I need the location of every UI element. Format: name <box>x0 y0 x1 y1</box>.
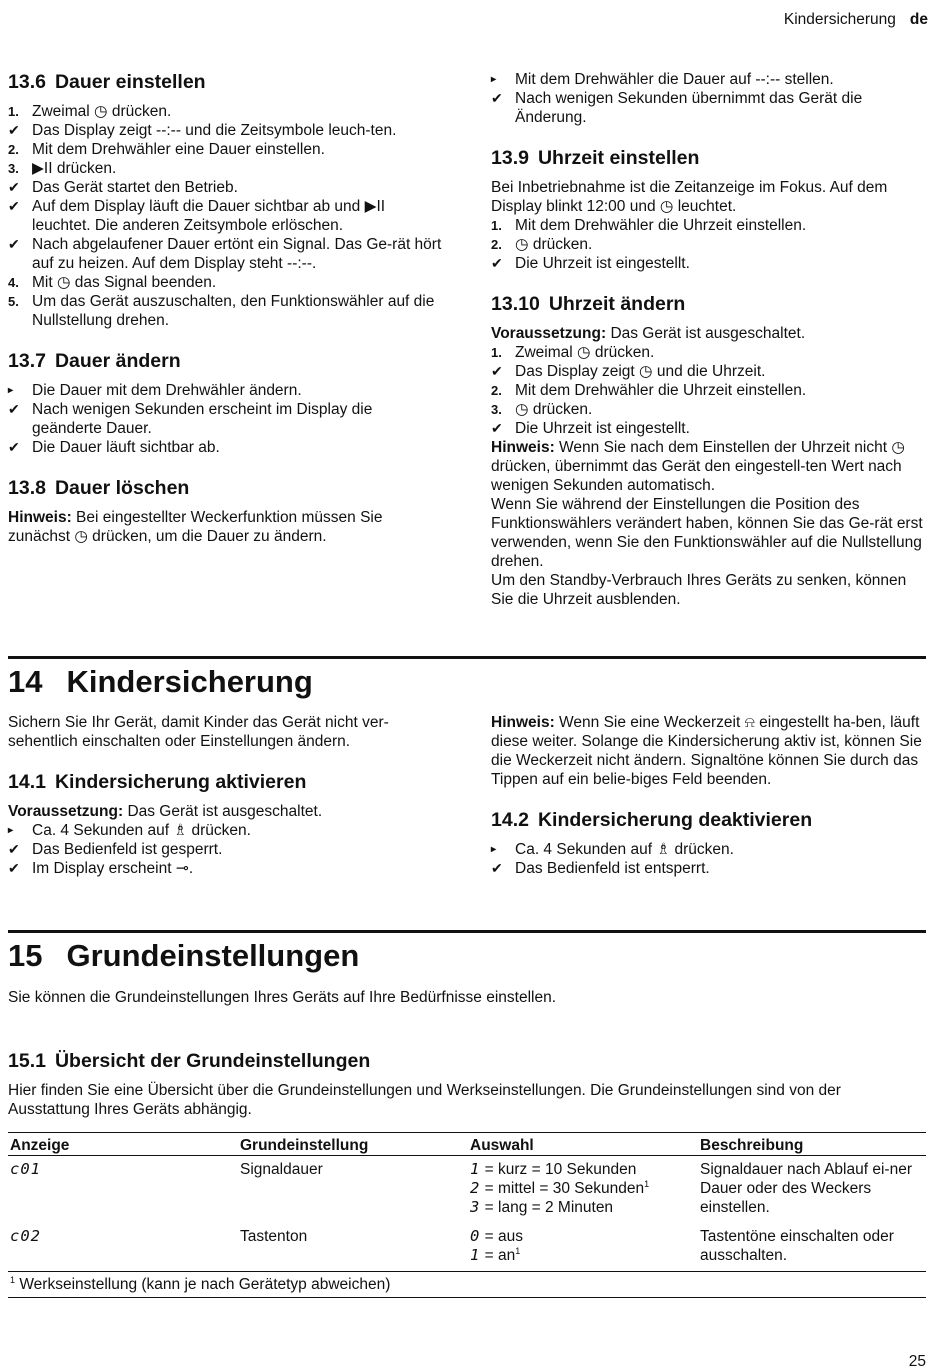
result-check-icon: ✔ <box>8 401 20 417</box>
list-item <box>491 400 929 419</box>
list-item <box>8 140 446 159</box>
list-item <box>491 381 929 400</box>
option-line <box>470 1246 698 1265</box>
display-code: c02 <box>10 1227 41 1245</box>
list-item <box>491 89 929 127</box>
option-code: 2 <box>470 1179 481 1197</box>
list-item <box>491 254 929 273</box>
option-text: = lang = 2 Minuten <box>484 1199 614 1216</box>
table-header: Beschreibung <box>698 1133 926 1156</box>
header-lang: de <box>909 11 928 28</box>
settings-table <box>8 1132 926 1298</box>
list-item-text: ◷ drücken. <box>515 236 593 253</box>
chapter-15-intro: Sie können die Grundeinstellungen Ihres Geräts auf Ihre Bedürfnisse einstellen. <box>8 989 557 1006</box>
result-check-icon: ✔ <box>8 439 20 455</box>
section-14-1 <box>8 770 446 878</box>
step-number: 5. <box>8 294 19 309</box>
list-item <box>8 197 446 235</box>
list-item-text: Nach abgelaufener Dauer ertönt ein Signal. Das Ge-rät hört auf zu heizen. Auf dem Display steht --:--. <box>32 236 442 272</box>
list-item <box>491 216 929 235</box>
list-item-text: Die Uhrzeit ist eingestellt. <box>515 420 690 437</box>
list-item-text: Mit dem Drehwähler die Uhrzeit einstellen. <box>515 217 807 234</box>
step-number: 1. <box>8 104 19 119</box>
setting-description: Tastentöne einschalten oder ausschalten. <box>700 1228 894 1264</box>
section-13-9-list <box>491 216 929 273</box>
result-check-icon: ✔ <box>8 841 20 857</box>
list-item-text: Auf dem Display läuft die Dauer sichtbar ab und ▶II leuchtet. Die anderen Zeitsymbole erlöschen. <box>32 198 386 234</box>
section-13-10-title: 13.10 Uhrzeit ändern <box>491 293 686 315</box>
list-item <box>8 400 446 438</box>
step-number: 3. <box>491 402 502 417</box>
table-header: Auswahl <box>468 1133 698 1156</box>
right-column-14 <box>491 713 929 878</box>
section-13-9 <box>491 146 929 273</box>
list-item <box>491 859 929 878</box>
chapter-14-intro: Sichern Sie Ihr Gerät, damit Kinder das Gerät nicht ver-sehentlich einschalten oder Einstellungen ändern. <box>8 714 389 750</box>
table-row <box>8 1156 926 1224</box>
result-check-icon: ✔ <box>491 255 503 271</box>
section-13-10-para2: Wenn Sie während der Einstellungen die Position des Funktionswählers verändert haben, können Sie das Ge-rät erst verwenden, wenn Sie den Funktionswähler auf die Nullstellung drehen. <box>491 496 923 570</box>
left-column-top <box>8 70 446 565</box>
list-item-text: Mit dem Drehwähler die Dauer auf --:-- stellen. <box>515 71 834 88</box>
result-check-icon: ✔ <box>491 420 503 436</box>
list-item-text: ◷ drücken. <box>515 401 593 418</box>
table-row <box>8 1223 926 1272</box>
list-item-text: Das Bedienfeld ist entsperrt. <box>515 860 710 877</box>
step-number: 1. <box>491 345 502 360</box>
list-item-text: Im Display erscheint ⊸. <box>32 860 194 877</box>
list-item-text: Nach wenigen Sekunden übernimmt das Gerät die Änderung. <box>515 90 863 126</box>
result-check-icon: ✔ <box>8 236 20 252</box>
list-item <box>8 121 446 140</box>
option-text: = kurz = 10 Sekunden <box>484 1161 637 1178</box>
footnote-ref: 1 <box>644 1178 650 1189</box>
result-check-icon: ✔ <box>8 198 20 214</box>
result-check-icon: ✔ <box>8 122 20 138</box>
section-13-8-list <box>491 70 929 127</box>
option-text: = an <box>484 1247 516 1264</box>
section-13-6 <box>8 70 446 330</box>
list-item-text: Zweimal ◷ drücken. <box>32 103 172 120</box>
list-item <box>8 102 446 121</box>
list-item-text: Ca. 4 Sekunden auf ♗ drücken. <box>32 822 251 839</box>
display-code: c01 <box>10 1160 41 1178</box>
step-number: 2. <box>8 142 19 157</box>
option-line <box>470 1198 698 1217</box>
chapter-14-rule <box>8 656 926 659</box>
footnote-ref: 1 <box>515 1245 521 1256</box>
list-item-text: ▶II drücken. <box>32 160 117 177</box>
section-13-8 <box>8 476 446 546</box>
header-section: Kindersicherung <box>783 11 896 28</box>
section-13-7-title: 13.7 Dauer ändern <box>8 350 181 372</box>
result-check-icon: ✔ <box>8 860 20 876</box>
section-13-7-list <box>8 381 446 457</box>
list-item-text: Mit dem Drehwähler die Uhrzeit einstellen. <box>515 382 807 399</box>
list-item-text: Zweimal ◷ drücken. <box>515 344 655 361</box>
table-header-row <box>8 1133 926 1156</box>
list-item <box>8 273 446 292</box>
result-check-icon: ✔ <box>491 860 503 876</box>
option-line <box>470 1179 698 1198</box>
chapter-14-heading: 14 Kindersicherung <box>8 664 313 699</box>
list-item-text: Das Gerät startet den Betrieb. <box>32 179 238 196</box>
section-15-1 <box>8 1049 926 1119</box>
list-item-text: Die Dauer mit dem Drehwähler ändern. <box>32 382 302 399</box>
step-number: 4. <box>8 275 19 290</box>
table-header: Anzeige <box>8 1133 238 1156</box>
list-item <box>491 343 929 362</box>
list-item <box>491 235 929 254</box>
list-item-text: Das Display zeigt ◷ und die Uhrzeit. <box>515 363 766 380</box>
step-number: 3. <box>8 161 19 176</box>
action-triangle-icon: ▸ <box>491 844 497 855</box>
section-13-10 <box>491 292 929 609</box>
section-13-10-list <box>491 343 929 438</box>
action-triangle-icon: ▸ <box>491 74 497 85</box>
list-item <box>8 840 446 859</box>
section-13-8-continued <box>491 70 929 127</box>
result-check-icon: ✔ <box>491 363 503 379</box>
list-item <box>8 292 446 330</box>
setting-name: Tastenton <box>240 1228 308 1245</box>
option-code: 1 <box>470 1246 481 1264</box>
section-13-7 <box>8 349 446 457</box>
section-13-8-title: 13.8 Dauer löschen <box>8 477 190 499</box>
step-number: 2. <box>491 237 502 252</box>
option-line <box>470 1160 698 1179</box>
list-item <box>8 235 446 273</box>
list-item <box>491 362 929 381</box>
table-header: Grundeinstellung <box>238 1133 468 1156</box>
section-14-2 <box>491 808 929 878</box>
section-13-9-intro: Bei Inbetriebnahme ist die Zeitanzeige im Fokus. Auf dem Display blinkt 12:00 und ◷ leuchtet. <box>491 179 888 215</box>
section-15-1-intro: Hier finden Sie eine Übersicht über die Grundeinstellungen und Werkseinstellungen. Die Grundeinstellungen sind von der Ausstattung Ihres Geräts abhängig. <box>8 1082 841 1118</box>
footnote-mark: 1 <box>10 1274 16 1285</box>
section-13-6-list <box>8 102 446 330</box>
list-item <box>8 859 446 878</box>
list-item <box>8 159 446 178</box>
section-14-2-list <box>491 840 929 878</box>
option-text: = aus <box>484 1228 524 1245</box>
action-triangle-icon: ▸ <box>8 385 14 396</box>
action-triangle-icon: ▸ <box>8 825 14 836</box>
list-item <box>8 821 446 840</box>
chapter-14-hint: Hinweis: Wenn Sie eine Weckerzeit ⍾ eingestellt ha-ben, läuft diese weiter. Solange die Kindersicherung aktiv ist, können Sie die Weckerzeit nicht ändern. Signaltöne können Sie durch das Tippen auf ein belie-biges Feld beenden. <box>491 714 922 788</box>
section-13-8-hint: Hinweis: Bei eingestellter Weckerfunktion müssen Sie zunächst ◷ drücken, um die Dauer zu ändern. <box>8 509 383 545</box>
list-item-text: Das Display zeigt --:-- und die Zeitsymbole leuch-ten. <box>32 122 397 139</box>
list-item <box>8 178 446 197</box>
list-item <box>8 381 446 400</box>
option-code: 0 <box>470 1227 481 1245</box>
page-number: 25 <box>908 1353 926 1370</box>
section-13-9-title: 13.9 Uhrzeit einstellen <box>491 147 700 169</box>
section-13-6-title: 13.6 Dauer einstellen <box>8 71 206 93</box>
section-13-10-hint: Hinweis: Wenn Sie nach dem Einstellen der Uhrzeit nicht ◷ drücken, übernimmt das Gerät den eingestell-ten Wert nach wenigen Sekunden automatisch. <box>491 439 905 494</box>
setting-description: Signaldauer nach Ablauf ei-ner Dauer oder des Weckers einstellen. <box>700 1161 912 1216</box>
running-header <box>784 10 928 29</box>
list-item-text: Ca. 4 Sekunden auf ♗ drücken. <box>515 841 734 858</box>
option-text: = mittel = 30 Sekunden <box>484 1180 645 1197</box>
section-14-1-title: 14.1 Kindersicherung aktivieren <box>8 771 307 793</box>
section-15-1-title: 15.1 Übersicht der Grundeinstellungen <box>8 1050 371 1072</box>
chapter-15-rule <box>8 930 926 933</box>
list-item-text: Das Bedienfeld ist gesperrt. <box>32 841 223 858</box>
section-14-1-list <box>8 821 446 878</box>
step-number: 1. <box>491 218 502 233</box>
step-number: 2. <box>491 383 502 398</box>
list-item-text: Mit dem Drehwähler eine Dauer einstellen. <box>32 141 325 158</box>
list-item <box>491 840 929 859</box>
section-13-10-precondition: Voraussetzung: Das Gerät ist ausgeschaltet. <box>491 325 806 342</box>
list-item <box>491 70 929 89</box>
setting-name: Signaldauer <box>240 1161 323 1178</box>
list-item-text: Um das Gerät auszuschalten, den Funktionswähler auf die Nullstellung drehen. <box>32 293 435 329</box>
right-column-top <box>491 70 929 628</box>
section-14-1-precondition: Voraussetzung: Das Gerät ist ausgeschaltet. <box>8 803 323 820</box>
list-item-text: Nach wenigen Sekunden erscheint im Display die geänderte Dauer. <box>32 401 373 437</box>
list-item-text: Die Uhrzeit ist eingestellt. <box>515 255 690 272</box>
chapter-15-heading: 15 Grundeinstellungen <box>8 938 360 973</box>
result-check-icon: ✔ <box>491 90 503 106</box>
section-13-10-para3: Um den Standby-Verbrauch Ihres Geräts zu senken, können Sie die Uhrzeit ausblenden. <box>491 572 907 608</box>
list-item-text: Mit ◷ das Signal beenden. <box>32 274 217 291</box>
list-item <box>491 419 929 438</box>
option-code: 3 <box>470 1198 481 1216</box>
result-check-icon: ✔ <box>8 179 20 195</box>
list-item-text: Die Dauer läuft sichtbar ab. <box>32 439 220 456</box>
section-14-2-title: 14.2 Kindersicherung deaktivieren <box>491 809 813 831</box>
option-line <box>470 1227 698 1246</box>
list-item <box>8 438 446 457</box>
table-footnote: Werkseinstellung (kann je nach Gerätetyp abweichen) <box>19 1276 391 1293</box>
option-code: 1 <box>470 1160 481 1178</box>
table-footnote-row <box>8 1272 926 1298</box>
left-column-14 <box>8 713 446 878</box>
